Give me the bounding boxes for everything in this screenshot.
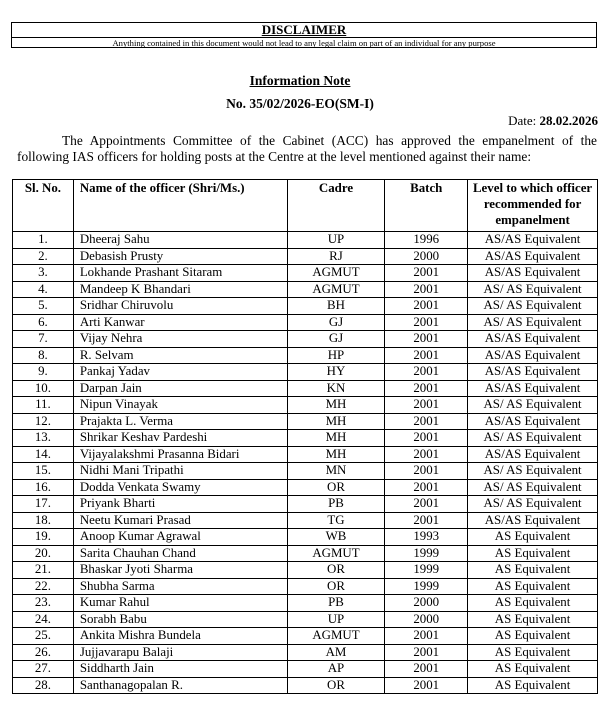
cell-level: AS Equivalent [468, 644, 598, 661]
cell-sl-no: 22. [13, 578, 74, 595]
cell-name: Prajakta L. Verma [73, 413, 287, 430]
cell-name: Bhaskar Jyoti Sharma [73, 562, 287, 579]
cell-cadre: OR [287, 479, 385, 496]
header-level: Level to which officer recommended for empanelment [468, 180, 598, 232]
table-row [13, 595, 598, 612]
cell-sl-no: 11. [13, 397, 74, 414]
cell-sl-no: 4. [13, 281, 74, 298]
table-row [13, 479, 598, 496]
table-body [13, 232, 598, 694]
table-row [13, 677, 598, 694]
cell-batch: 2001 [385, 298, 468, 315]
cell-name: Shrikar Keshav Pardeshi [73, 430, 287, 447]
cell-sl-no: 15. [13, 463, 74, 480]
cell-cadre: MH [287, 430, 385, 447]
header-sl-no: Sl. No. [13, 180, 74, 232]
table-row [13, 496, 598, 513]
cell-sl-no: 19. [13, 529, 74, 546]
cell-batch: 2001 [385, 661, 468, 678]
cell-batch: 2001 [385, 644, 468, 661]
note-title: Information Note [249, 73, 351, 88]
cell-level: AS Equivalent [468, 545, 598, 562]
cell-name: Priyank Bharti [73, 496, 287, 513]
table-row [13, 430, 598, 447]
cell-batch: 2001 [385, 446, 468, 463]
table-row [13, 380, 598, 397]
table-row [13, 347, 598, 364]
cell-name: Vijayalakshmi Prasanna Bidari [73, 446, 287, 463]
cell-name: Jujjavarapu Balaji [73, 644, 287, 661]
cell-level: AS/ AS Equivalent [468, 463, 598, 480]
cell-cadre: BH [287, 298, 385, 315]
cell-batch: 1999 [385, 562, 468, 579]
cell-sl-no: 13. [13, 430, 74, 447]
officers-table [12, 179, 598, 694]
cell-name: Siddharth Jain [73, 661, 287, 678]
table-row [13, 578, 598, 595]
cell-sl-no: 10. [13, 380, 74, 397]
cell-cadre: HY [287, 364, 385, 381]
cell-cadre: AGMUT [287, 545, 385, 562]
cell-cadre: RJ [287, 248, 385, 265]
cell-batch: 2001 [385, 628, 468, 645]
cell-name: R. Selvam [73, 347, 287, 364]
cell-name: Anoop Kumar Agrawal [73, 529, 287, 546]
table-row [13, 628, 598, 645]
cell-batch: 2001 [385, 347, 468, 364]
table-row [13, 232, 598, 249]
cell-level: AS/ AS Equivalent [468, 314, 598, 331]
disclaimer-text: Anything contained in this document would not lead to any legal claim on part of an individual for any purpose [12, 37, 596, 48]
cell-sl-no: 21. [13, 562, 74, 579]
cell-batch: 2001 [385, 512, 468, 529]
table-row [13, 661, 598, 678]
paragraph-line-1: The Appointments Committee of the Cabinet (ACC) has approved the empanelment of the [62, 133, 597, 148]
cell-batch: 1993 [385, 529, 468, 546]
cell-name: Sridhar Chiruvolu [73, 298, 287, 315]
cell-sl-no: 24. [13, 611, 74, 628]
cell-sl-no: 25. [13, 628, 74, 645]
cell-cadre: PB [287, 496, 385, 513]
table-row [13, 364, 598, 381]
cell-cadre: GJ [287, 314, 385, 331]
cell-sl-no: 23. [13, 595, 74, 612]
cell-batch: 1996 [385, 232, 468, 249]
cell-cadre: UP [287, 232, 385, 249]
note-date [508, 113, 598, 129]
cell-name: Mandeep K Bhandari [73, 281, 287, 298]
cell-name: Santhanagopalan R. [73, 677, 287, 694]
cell-sl-no: 18. [13, 512, 74, 529]
cell-name: Darpan Jain [73, 380, 287, 397]
cell-sl-no: 12. [13, 413, 74, 430]
table-row [13, 331, 598, 348]
cell-cadre: OR [287, 562, 385, 579]
cell-cadre: OR [287, 578, 385, 595]
cell-name: Lokhande Prashant Sitaram [73, 265, 287, 282]
cell-batch: 2000 [385, 611, 468, 628]
cell-name: Dheeraj Sahu [73, 232, 287, 249]
cell-batch: 2001 [385, 479, 468, 496]
cell-level: AS/AS Equivalent [468, 512, 598, 529]
table-row [13, 413, 598, 430]
table-row [13, 298, 598, 315]
cell-level: AS/AS Equivalent [468, 331, 598, 348]
cell-cadre: WB [287, 529, 385, 546]
cell-name: Shubha Sarma [73, 578, 287, 595]
cell-level: AS/ AS Equivalent [468, 281, 598, 298]
note-number: No. 35/02/2026-EO(SM-I) [226, 96, 374, 111]
cell-batch: 1999 [385, 545, 468, 562]
header-cadre: Cadre [287, 180, 385, 232]
cell-level: AS Equivalent [468, 578, 598, 595]
cell-cadre: AM [287, 644, 385, 661]
cell-name: Ankita Mishra Bundela [73, 628, 287, 645]
cell-cadre: HP [287, 347, 385, 364]
note-paragraph [17, 133, 597, 165]
cell-sl-no: 26. [13, 644, 74, 661]
cell-batch: 2001 [385, 463, 468, 480]
cell-sl-no: 17. [13, 496, 74, 513]
cell-cadre: AGMUT [287, 281, 385, 298]
table-row [13, 248, 598, 265]
cell-name: Sorabh Babu [73, 611, 287, 628]
cell-sl-no: 6. [13, 314, 74, 331]
cell-cadre: OR [287, 677, 385, 694]
cell-sl-no: 16. [13, 479, 74, 496]
cell-batch: 1999 [385, 578, 468, 595]
table-row [13, 397, 598, 414]
table-row [13, 644, 598, 661]
paragraph-line-2: following IAS officers for holding posts at the Centre at the level mentioned against their name: [17, 149, 532, 164]
cell-level: AS Equivalent [468, 661, 598, 678]
cell-sl-no: 14. [13, 446, 74, 463]
cell-name: Nidhi Mani Tripathi [73, 463, 287, 480]
cell-cadre: PB [287, 595, 385, 612]
table-header-row [13, 180, 598, 232]
disclaimer-box [11, 22, 597, 48]
table-row [13, 529, 598, 546]
cell-level: AS/AS Equivalent [468, 232, 598, 249]
cell-level: AS Equivalent [468, 529, 598, 546]
table-row [13, 265, 598, 282]
cell-sl-no: 5. [13, 298, 74, 315]
cell-sl-no: 9. [13, 364, 74, 381]
cell-level: AS/AS Equivalent [468, 380, 598, 397]
cell-name: Debasish Prusty [73, 248, 287, 265]
cell-name: Sarita Chauhan Chand [73, 545, 287, 562]
cell-cadre: AGMUT [287, 265, 385, 282]
cell-batch: 2001 [385, 364, 468, 381]
cell-level: AS/AS Equivalent [468, 446, 598, 463]
cell-level: AS/ AS Equivalent [468, 496, 598, 513]
header-batch: Batch [385, 180, 468, 232]
table-row [13, 611, 598, 628]
cell-name: Arti Kanwar [73, 314, 287, 331]
table-row [13, 446, 598, 463]
cell-level: AS/ AS Equivalent [468, 479, 598, 496]
cell-level: AS/ AS Equivalent [468, 430, 598, 447]
cell-name: Nipun Vinayak [73, 397, 287, 414]
cell-level: AS Equivalent [468, 595, 598, 612]
cell-sl-no: 28. [13, 677, 74, 694]
cell-batch: 2000 [385, 248, 468, 265]
cell-level: AS/AS Equivalent [468, 413, 598, 430]
table-row [13, 545, 598, 562]
disclaimer-title: DISCLAIMER [261, 22, 347, 37]
cell-cadre: MH [287, 397, 385, 414]
cell-batch: 2001 [385, 677, 468, 694]
cell-sl-no: 2. [13, 248, 74, 265]
cell-batch: 2001 [385, 413, 468, 430]
table-row [13, 314, 598, 331]
cell-level: AS/AS Equivalent [468, 364, 598, 381]
cell-cadre: MH [287, 446, 385, 463]
cell-level: AS/AS Equivalent [468, 265, 598, 282]
cell-level: AS/ AS Equivalent [468, 298, 598, 315]
cell-level: AS Equivalent [468, 628, 598, 645]
cell-level: AS/AS Equivalent [468, 347, 598, 364]
cell-batch: 2001 [385, 331, 468, 348]
cell-cadre: TG [287, 512, 385, 529]
cell-batch: 2001 [385, 397, 468, 414]
table-row [13, 562, 598, 579]
header-name: Name of the officer (Shri/Ms.) [73, 180, 287, 232]
cell-batch: 2001 [385, 314, 468, 331]
date-label: Date: [508, 113, 540, 128]
cell-cadre: UP [287, 611, 385, 628]
cell-batch: 2001 [385, 380, 468, 397]
cell-name: Kumar Rahul [73, 595, 287, 612]
cell-sl-no: 1. [13, 232, 74, 249]
cell-sl-no: 27. [13, 661, 74, 678]
cell-name: Neetu Kumari Prasad [73, 512, 287, 529]
cell-sl-no: 7. [13, 331, 74, 348]
cell-batch: 2001 [385, 496, 468, 513]
cell-name: Pankaj Yadav [73, 364, 287, 381]
cell-sl-no: 3. [13, 265, 74, 282]
cell-sl-no: 8. [13, 347, 74, 364]
cell-level: AS Equivalent [468, 562, 598, 579]
cell-cadre: AP [287, 661, 385, 678]
cell-cadre: GJ [287, 331, 385, 348]
cell-batch: 2001 [385, 265, 468, 282]
cell-cadre: KN [287, 380, 385, 397]
cell-level: AS Equivalent [468, 677, 598, 694]
cell-batch: 2001 [385, 430, 468, 447]
table-row [13, 512, 598, 529]
cell-batch: 2001 [385, 281, 468, 298]
cell-name: Dodda Venkata Swamy [73, 479, 287, 496]
table-row [13, 281, 598, 298]
date-value: 28.02.2026 [539, 113, 598, 128]
cell-cadre: MH [287, 413, 385, 430]
cell-level: AS Equivalent [468, 611, 598, 628]
cell-name: Vijay Nehra [73, 331, 287, 348]
cell-cadre: AGMUT [287, 628, 385, 645]
cell-level: AS/AS Equivalent [468, 248, 598, 265]
cell-level: AS/ AS Equivalent [468, 397, 598, 414]
table-row [13, 463, 598, 480]
cell-sl-no: 20. [13, 545, 74, 562]
cell-cadre: MN [287, 463, 385, 480]
cell-batch: 2000 [385, 595, 468, 612]
